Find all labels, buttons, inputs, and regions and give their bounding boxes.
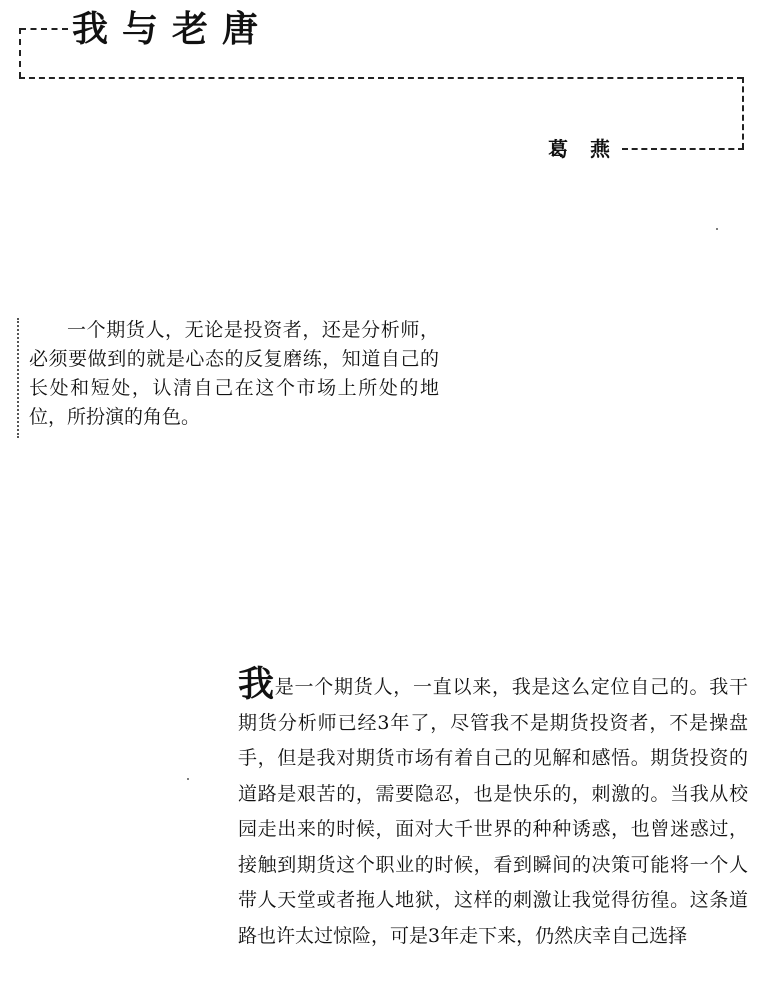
title-frame-left [19,28,21,78]
scan-speck [187,778,189,780]
title-frame-bottom [19,77,743,79]
title-frame-right [742,77,744,149]
author-frame-line [622,148,744,150]
article-body [238,664,748,954]
drop-cap: 我 [238,664,275,705]
article-author: 葛燕 [548,137,632,161]
scan-speck [716,228,718,230]
pull-quote: 一个期货人，无论是投资者，还是分析师，必须要做到的就是心态的反复磨练，知道自己的长处和短处，认清自己在这个市场上所处的地位，所扮演的角色。 [29,319,439,428]
pull-quote-rule [17,318,19,438]
article-title: 我与老唐 [72,9,273,50]
article-body-text: 是一个期货人，一直以来，我是这么定位自己的。我干期货分析师已经3年了，尽管我不是期货投资者，不是操盘手，但是我对期货市场有着自己的见解和感悟。期货投资的道路是艰苦的，需要隐忍，也是快乐的，刺激的。当我从校园走出来的时候，面对大千世界的种种诱惑，也曾迷惑过，接触到期货这个职业的时候，看到瞬间的决策可能将一个人带人天堂或者拖人地狱，这样的刺激让我觉得彷徨。这条道路也许太过惊险，可是3年走下来，仍然庆幸自己选择 [238,676,748,947]
title-frame-top [20,28,68,30]
